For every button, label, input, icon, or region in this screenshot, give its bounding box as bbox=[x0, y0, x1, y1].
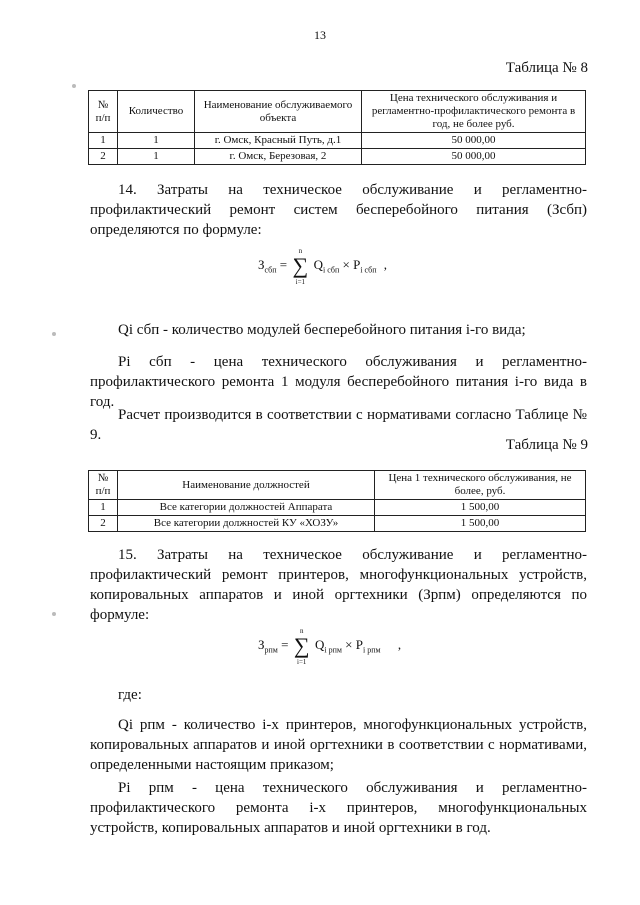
table-row bbox=[89, 516, 586, 532]
table-cell: 1 bbox=[118, 133, 195, 149]
formula-q-sub: i сбп bbox=[323, 265, 340, 275]
formula-q-sub: i рпм bbox=[324, 645, 342, 655]
table9-header: № п/п bbox=[89, 471, 118, 500]
table8-header: Наименование обслуживаемого объекта bbox=[195, 91, 362, 133]
sum-lower: i=1 bbox=[297, 658, 307, 666]
table-cell: Все категории должностей Аппарата bbox=[118, 500, 375, 516]
table-cell: 1 500,00 bbox=[375, 516, 586, 532]
page-number: 13 bbox=[314, 28, 326, 42]
paragraph-15: 15. Затраты на техническое обслуживание и регламентно-профилактический ремонт принтеров, многофункциональных устройств, копировальных аппаратов и иной оргтехники (Зрпм) определяются по формуле: bbox=[90, 547, 587, 623]
table-cell: 2 bbox=[89, 516, 118, 532]
formula-lhs: З bbox=[258, 636, 265, 652]
table8-header: Цена технического обслуживания и регламентно-профилактического ремонта в год, не более руб. bbox=[362, 91, 586, 133]
table-cell: 1 bbox=[118, 149, 195, 165]
definition-p-14: Pi сбп - цена технического обслуживания и регламентно-профилактического ремонта 1 модуля бесперебойного питания i-го вида в год. bbox=[90, 354, 587, 410]
sum-upper: n bbox=[299, 627, 304, 635]
formula-lhs-sub: рпм bbox=[264, 645, 278, 655]
formula-equals: = bbox=[279, 256, 288, 272]
table-cell: 1 bbox=[89, 133, 118, 149]
table9 bbox=[88, 470, 586, 532]
table9-caption: Таблица № 9 bbox=[505, 437, 588, 453]
table8 bbox=[88, 90, 586, 165]
formula-tail: , bbox=[383, 256, 388, 272]
sum-symbol: n ∑ i=1 bbox=[292, 635, 312, 657]
table-row bbox=[89, 500, 586, 516]
formula-p: P bbox=[355, 636, 363, 652]
formula-lhs-sub: сбп bbox=[264, 265, 277, 275]
scan-mark bbox=[72, 84, 76, 88]
table-cell: 50 000,00 bbox=[362, 149, 586, 165]
table-row bbox=[89, 133, 586, 149]
formula-q: Q bbox=[314, 636, 325, 652]
table8-caption: Таблица № 8 bbox=[505, 60, 588, 76]
formula-p: P bbox=[353, 256, 361, 272]
sum-symbol: n ∑ i=1 bbox=[290, 255, 310, 277]
table-cell: 1 bbox=[89, 500, 118, 516]
sum-upper: n bbox=[298, 247, 303, 255]
definition-p-15: Pi рпм - цена технического обслуживания и регламентно-профилактического ремонта i-х принтеров, многофункциональных устройств, копировальных аппаратов и иной оргтехники в год. bbox=[90, 780, 587, 836]
formula-equals: = bbox=[281, 636, 289, 652]
table-cell: 1 500,00 bbox=[375, 500, 586, 516]
formula-tail: , bbox=[397, 636, 402, 652]
formula-15 bbox=[258, 627, 402, 666]
sum-lower: i=1 bbox=[295, 278, 306, 286]
formula-p-sub: i сбп bbox=[360, 265, 377, 275]
formula-p-sub: i рпм bbox=[363, 645, 381, 655]
formula-times: × bbox=[342, 256, 350, 272]
scan-mark bbox=[52, 332, 56, 336]
table-cell: 50 000,00 bbox=[362, 133, 586, 149]
scan-mark bbox=[52, 612, 56, 616]
table-cell: 2 bbox=[89, 149, 118, 165]
table9-header: Цена 1 технического обслуживания, не более, руб. bbox=[375, 471, 586, 500]
where-label: где: bbox=[118, 687, 142, 703]
formula-times: × bbox=[345, 636, 353, 652]
table-row bbox=[89, 149, 586, 165]
table8-header: Количество bbox=[118, 91, 195, 133]
table8-header: № п/п bbox=[89, 91, 118, 133]
table-cell: Все категории должностей КУ «ХОЗУ» bbox=[118, 516, 375, 532]
table-cell: г. Омск, Березовая, 2 bbox=[195, 149, 362, 165]
table9-header: Наименование должностей bbox=[118, 471, 375, 500]
definition-q-14: Qi сбп - количество модулей бесперебойного питания i-го вида; bbox=[118, 322, 526, 338]
calculation-note: Расчет производится в соответствии с нормативами согласно Таблице № 9. bbox=[90, 407, 587, 443]
formula-lhs: З bbox=[258, 256, 265, 272]
table8-header-row bbox=[89, 91, 586, 133]
table-cell: г. Омск, Красный Путь, д.1 bbox=[195, 133, 362, 149]
table9-header-row bbox=[89, 471, 586, 500]
definition-q-15: Qi рпм - количество i-х принтеров, многофункциональных устройств, копировальных аппаратов и иной оргтехники в соответствии с нормативами, определенными настоящим приказом; bbox=[90, 717, 587, 773]
paragraph-14: 14. Затраты на техническое обслуживание и регламентно-профилактический ремонт систем бесперебойного питания (Зсбп) определяются по формуле: bbox=[90, 182, 587, 238]
formula-q: Q bbox=[313, 256, 323, 272]
formula-14 bbox=[258, 247, 388, 286]
